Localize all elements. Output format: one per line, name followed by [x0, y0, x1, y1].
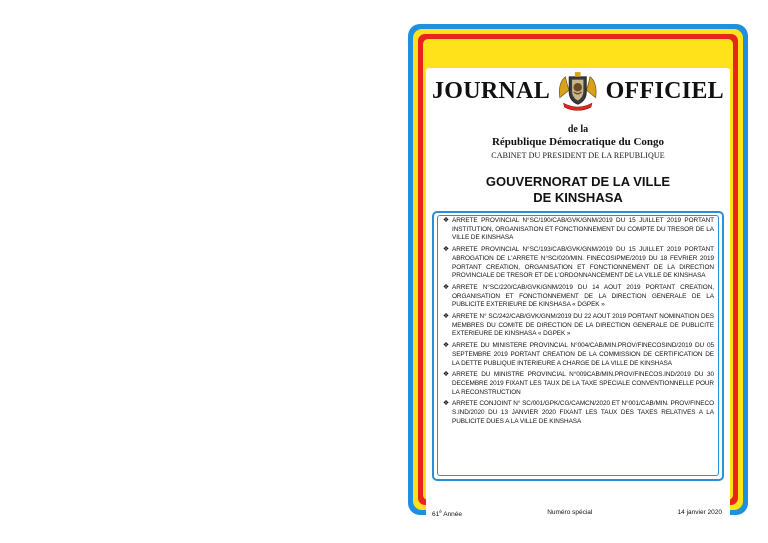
publisher-republic: République Démocratique du Congo — [491, 136, 665, 148]
diamond-bullet-icon: ❖ — [442, 371, 450, 379]
border-red-band — [418, 34, 738, 518]
section-title — [432, 174, 724, 206]
decree-text: ARRETE CONJOINT N° SC/001/GPK/CG/CAMCN/2020 ET N°001/CAB/MIN. PROV/FINECO S.IND/2020 DU 13 JANVIER 2020 FIXANT LES TAUX DES TAXES RELATIVES A LA PUBLICITE DUES A LA VILLE DE KINSHASA — [452, 400, 714, 425]
diamond-bullet-icon: ❖ — [442, 283, 450, 291]
diamond-bullet-icon: ❖ — [442, 313, 450, 321]
decree-text: ARRETE N° SC/242/CAB/GVK/GNM/2019 DU 22 AOUT 2019 PORTANT NOMINATION DES MEMBRES DU COMITE DE DIRECTION DE LA DIRECTION GENERALE DE PUBLICITE EXTERIEURE DE KINSHASA « DGPEK » — [452, 313, 714, 338]
decree-item — [440, 400, 714, 426]
publisher-cabinet: CABINET DU PRESIDENT DE LA REPUBLIQUE — [491, 151, 665, 160]
diamond-bullet-icon: ❖ — [442, 342, 450, 350]
decree-item — [440, 246, 714, 281]
decree-item — [440, 371, 714, 397]
decree-text: ARRETE PROVINCIAL N°SC/190/CAB/GVK/GNM/2019 DU 15 JUILLET 2019 PORTANT INSTITUTION, ORGANISATION ET FONCTIONNEMENT DU COMPTE DU TRESOR DE LA VILLE DE KINSHASA — [452, 217, 714, 242]
border-yellow-band — [413, 29, 743, 518]
decree-item — [440, 313, 714, 339]
diamond-bullet-icon: ❖ — [442, 400, 450, 408]
decree-list — [432, 211, 724, 481]
diamond-bullet-icon: ❖ — [442, 246, 450, 254]
masthead-officiel — [606, 78, 724, 105]
section-title-line1: GOUVERNORAT DE LA VILLE — [485, 174, 671, 189]
cover-footer — [432, 509, 722, 518]
decree-item — [440, 284, 714, 310]
diamond-bullet-icon: ❖ — [442, 217, 450, 224]
decree-text: ARRETE DU MINISTRE PROVINCIAL N°009CAB/MIN.PROV/FINECOS.IND/2019 DU 30 DECEMBRE 2019 FIXANT LES TAUX DE LA TAXE SPECIALE CONVENTIONNELLE POUR LA RECONSTRUCTION — [452, 371, 714, 396]
journal-cover — [408, 24, 748, 518]
footer-date: 14 janvier 2020 — [677, 508, 722, 516]
masthead-journal-text: JOURNAL — [432, 77, 551, 104]
coat-of-arms-icon — [556, 68, 599, 114]
decree-item — [440, 217, 714, 243]
masthead-journal — [432, 78, 550, 105]
decree-item — [440, 342, 714, 368]
cover-paper — [426, 68, 730, 523]
masthead — [432, 68, 724, 114]
footer-year-word: Année — [443, 511, 462, 518]
publisher-de-la: de la — [567, 124, 589, 135]
footer-edition: Numéro spécial — [547, 508, 593, 516]
decree-text: ARRETE DU MINISTERE PROVINCIAL N°004/CAB/MIN.PROV/FINECOSIND/2019 DU 05 SEPTEMBRE 2019 PORTANT CREATION DE LA COMMISSION DE CERTIFICATION DE LA DETTE PUBLIQUE INTERIEURE A CHARGE DE LA VILLE DE KINSHASA — [452, 342, 714, 367]
section-title-line2: DE KINSHASA — [533, 190, 623, 205]
decree-list-inner — [437, 215, 719, 476]
footer-year-sup: è — [439, 508, 442, 514]
border-inner-band — [423, 39, 733, 518]
footer-year-num: 61 — [432, 511, 440, 518]
publisher-block — [432, 124, 724, 160]
footer-year — [432, 509, 462, 518]
decree-text: ARRETE PROVINCIAL N°SC/193/CAB/GVK/GNM/2019 DU 15 JUILLET 2019 PORTANT ABROGATION DE L'ARRETE N°SC/020/MIN. FINECOSIPME/2019 DU 18 FEVRIER 2019 PORTANT CREATION, ORGANISATION ET FONCTIONNEMENT DE LA DIRECTION PROVINCIALE DE TRESOR ET DE L'ORDONNANCEMENT DE LA VILLE DE KINSHASA — [452, 246, 714, 280]
decree-text: ARRETE N°SC/220/CAB/GVK/GNM/2019 DU 14 AOUT 2019 PORTANT CREATION, ORGANISATION ET FONCTIONNEMENT DE LA DIRECTION GENERALE DE LA PUBLICITE EXTERIEURE DE KINSHASA « DGPEK » — [452, 283, 714, 309]
masthead-officiel-text: OFFICIEL — [605, 77, 724, 104]
